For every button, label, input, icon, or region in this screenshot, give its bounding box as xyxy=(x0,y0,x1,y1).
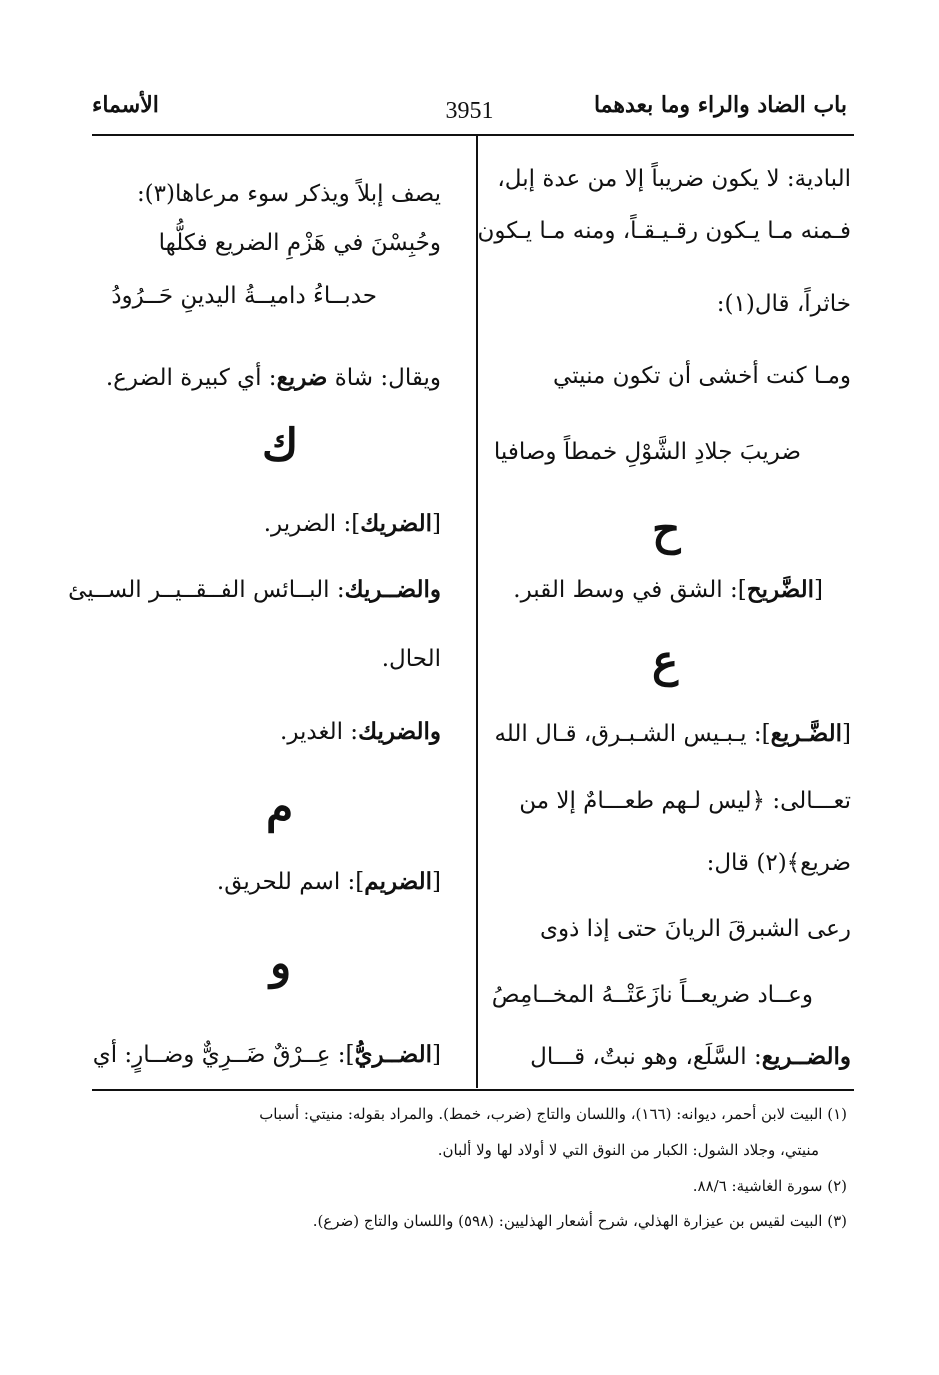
entry-daree-salaa: والضــريع: السَّلَع، وهو نبتٌ، قـــال xyxy=(530,1043,851,1070)
footnote-rule xyxy=(92,1089,854,1091)
page-number: 3951 xyxy=(445,98,494,124)
entry-headword: الضَّـريع xyxy=(770,720,843,747)
entry-headword: الضَّريح xyxy=(746,576,815,603)
entry-headword: الضــريُّ xyxy=(354,1041,433,1068)
entry-shah-dareeh: ويقال: شاة ضريع: أي كبيرة الضرع. xyxy=(105,364,441,391)
letter-heading-ain: ع xyxy=(652,636,679,687)
entry-headword: الضريك xyxy=(360,510,433,537)
quran-line-2: ضريع﴾(٢) قال: xyxy=(706,850,851,876)
verse-line: رعى الشبرقَ الريانَ حتى إذا ذوى xyxy=(539,916,851,942)
section-title: الأسماء xyxy=(92,92,159,118)
verse-line: وحُبِسْنَ في هَزْمِ الضريع فكلُّها xyxy=(158,230,441,256)
right-line-2: فـمنه مـا يـكون رقـيـقـاً، ومنه مـا يـكون xyxy=(477,218,851,244)
verse-line: حدبــاءُ داميــةُ اليدينِ حَــرُودُ xyxy=(111,283,377,309)
entry-headword: الضريم xyxy=(364,868,433,895)
left-line-1: يصف إبلاً ويذكر سوء مرعاها(٣): xyxy=(136,181,441,207)
entry-headword: والضريك xyxy=(358,718,441,745)
entry-dareek-2: والضــريك: البــائس الفــقــيــر الســيئ xyxy=(68,576,441,603)
right-line-1: البادية: لا يكون ضريباً إلا من عدة إبل، xyxy=(497,166,851,192)
verse-line: ومـا كنت أخشى أن تكون منيتي xyxy=(553,363,851,389)
entry-daree: [الضــريُّ]: عِــرْقٌ ضَــرِيٌّ وضــارٍ: أي xyxy=(92,1041,441,1068)
entry-headword: ضريع xyxy=(276,364,328,391)
right-line-3: خاثراً، قال(١): xyxy=(716,291,851,317)
letter-heading-kaf: ك xyxy=(262,420,299,471)
verse-line: ضريبَ جلادِ الشَّوْلِ خمطاً وصافيا xyxy=(493,439,801,465)
entry-headword: والضــريع xyxy=(761,1043,851,1070)
entry-dareek-3: والضريك: الغدير. xyxy=(280,718,441,745)
letter-heading-meem: م xyxy=(266,782,294,833)
footnote-1: (١) البيت لابن أحمر، ديوانه: (١٦٦)، واللسان والتاج (ضرب، خمط). والمراد بقوله: منيتي: أسباب xyxy=(259,1105,847,1123)
entry-headword: والضــريك xyxy=(344,576,441,603)
verse-line: وعــاد ضريعــاً نازَعَتْــهُ المخــامِصُ xyxy=(491,982,813,1008)
entry-dareeh: [الضَّريح]: الشق في وسط القبر. xyxy=(513,576,823,603)
entry-dareem: [الضريم]: اسم للحريق. xyxy=(216,868,441,895)
column-divider xyxy=(476,136,478,1088)
footnote-3: (٣) البيت لقيس بن عيزارة الهذلي، شرح أشعار الهذليين: (٥٩٨) واللسان والتاج (ضرع). xyxy=(312,1212,847,1230)
entry-daree-a: [الضَّـريع]: يـبـيس الشـبـرق، قـال الله xyxy=(494,720,851,747)
entry-dareek-1: [الضريك]: الضرير. xyxy=(263,510,441,537)
entry-dareek-2-cont: الحال. xyxy=(381,646,441,672)
letter-heading-ha: ح xyxy=(652,504,681,555)
footnote-1-cont: منيتي، وجلاد الشول: الكبار من النوق التي لا أولاد لها ولا ألبان. xyxy=(437,1141,819,1159)
header-rule xyxy=(92,134,854,136)
quran-line-1: تعـــالى: ﴿ليس لـهم طعـــامٌ إلا من xyxy=(519,788,851,814)
chapter-title: باب الضاد والراء وما بعدهما xyxy=(593,92,847,118)
footnote-2: (٢) سورة الغاشية: ٨٨/٦. xyxy=(692,1177,847,1195)
letter-heading-waw: و xyxy=(270,938,292,989)
